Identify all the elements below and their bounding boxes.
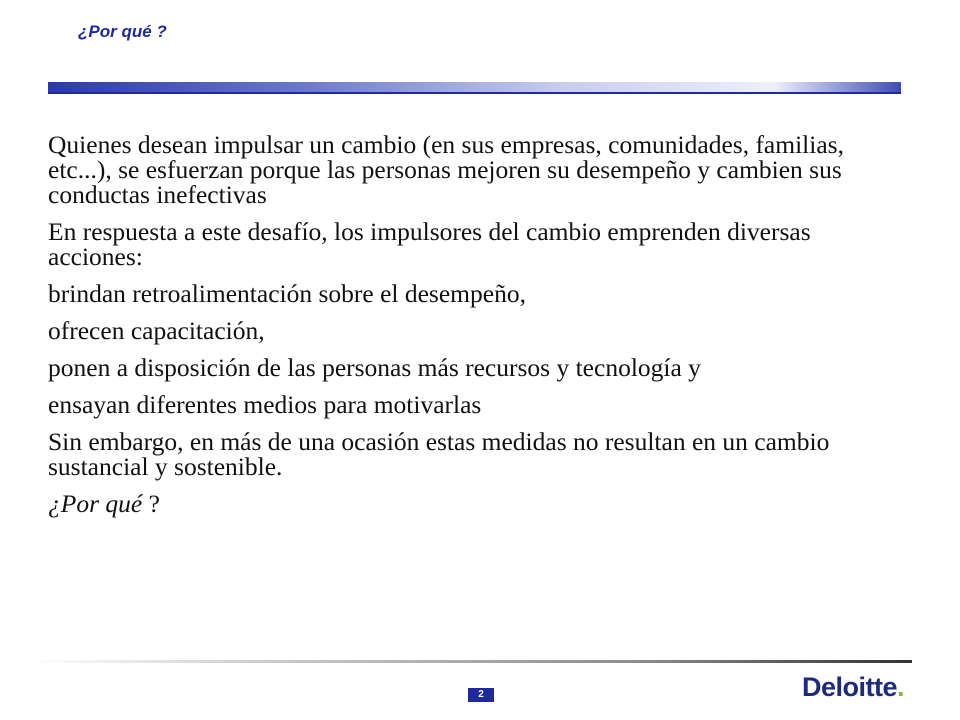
body-paragraph: brindan retroalimentación sobre el desempeño, [48, 278, 526, 308]
closing-question-mark: ? [142, 488, 160, 518]
body-paragraph: En respuesta a este desafío, los impulsores del cambio emprenden diversas acciones: [48, 216, 811, 271]
body-paragraph: ponen a disposición de las personas más recursos y tecnología y [48, 352, 701, 382]
header-divider [48, 82, 901, 94]
body-paragraph: Sin embargo, en más de una ocasión estas medidas no resultan en un cambio sustancial y sostenible. [48, 426, 830, 481]
body-paragraph: ofrecen capacitación, [48, 315, 265, 345]
logo-text: Deloitte [802, 672, 898, 702]
logo-dot: . [897, 672, 905, 702]
body-paragraph: Quienes desean impulsar un cambio (en sus empresas, comunidades, familias, etc...), se esfuerzan porque las personas mejoren su desempeño y cambien sus conductas inefectivas [48, 130, 844, 209]
slide-body [48, 132, 848, 528]
body-paragraph: ensayan diferentes medios para motivarlas [48, 389, 482, 419]
footer-divider [30, 660, 912, 663]
slide-title: ¿Por qué ? [78, 22, 167, 41]
deloitte-logo [802, 672, 904, 703]
page-number: 2 [468, 688, 494, 702]
closing-question [48, 488, 848, 518]
closing-question-text: ¿Por qué [48, 488, 143, 518]
